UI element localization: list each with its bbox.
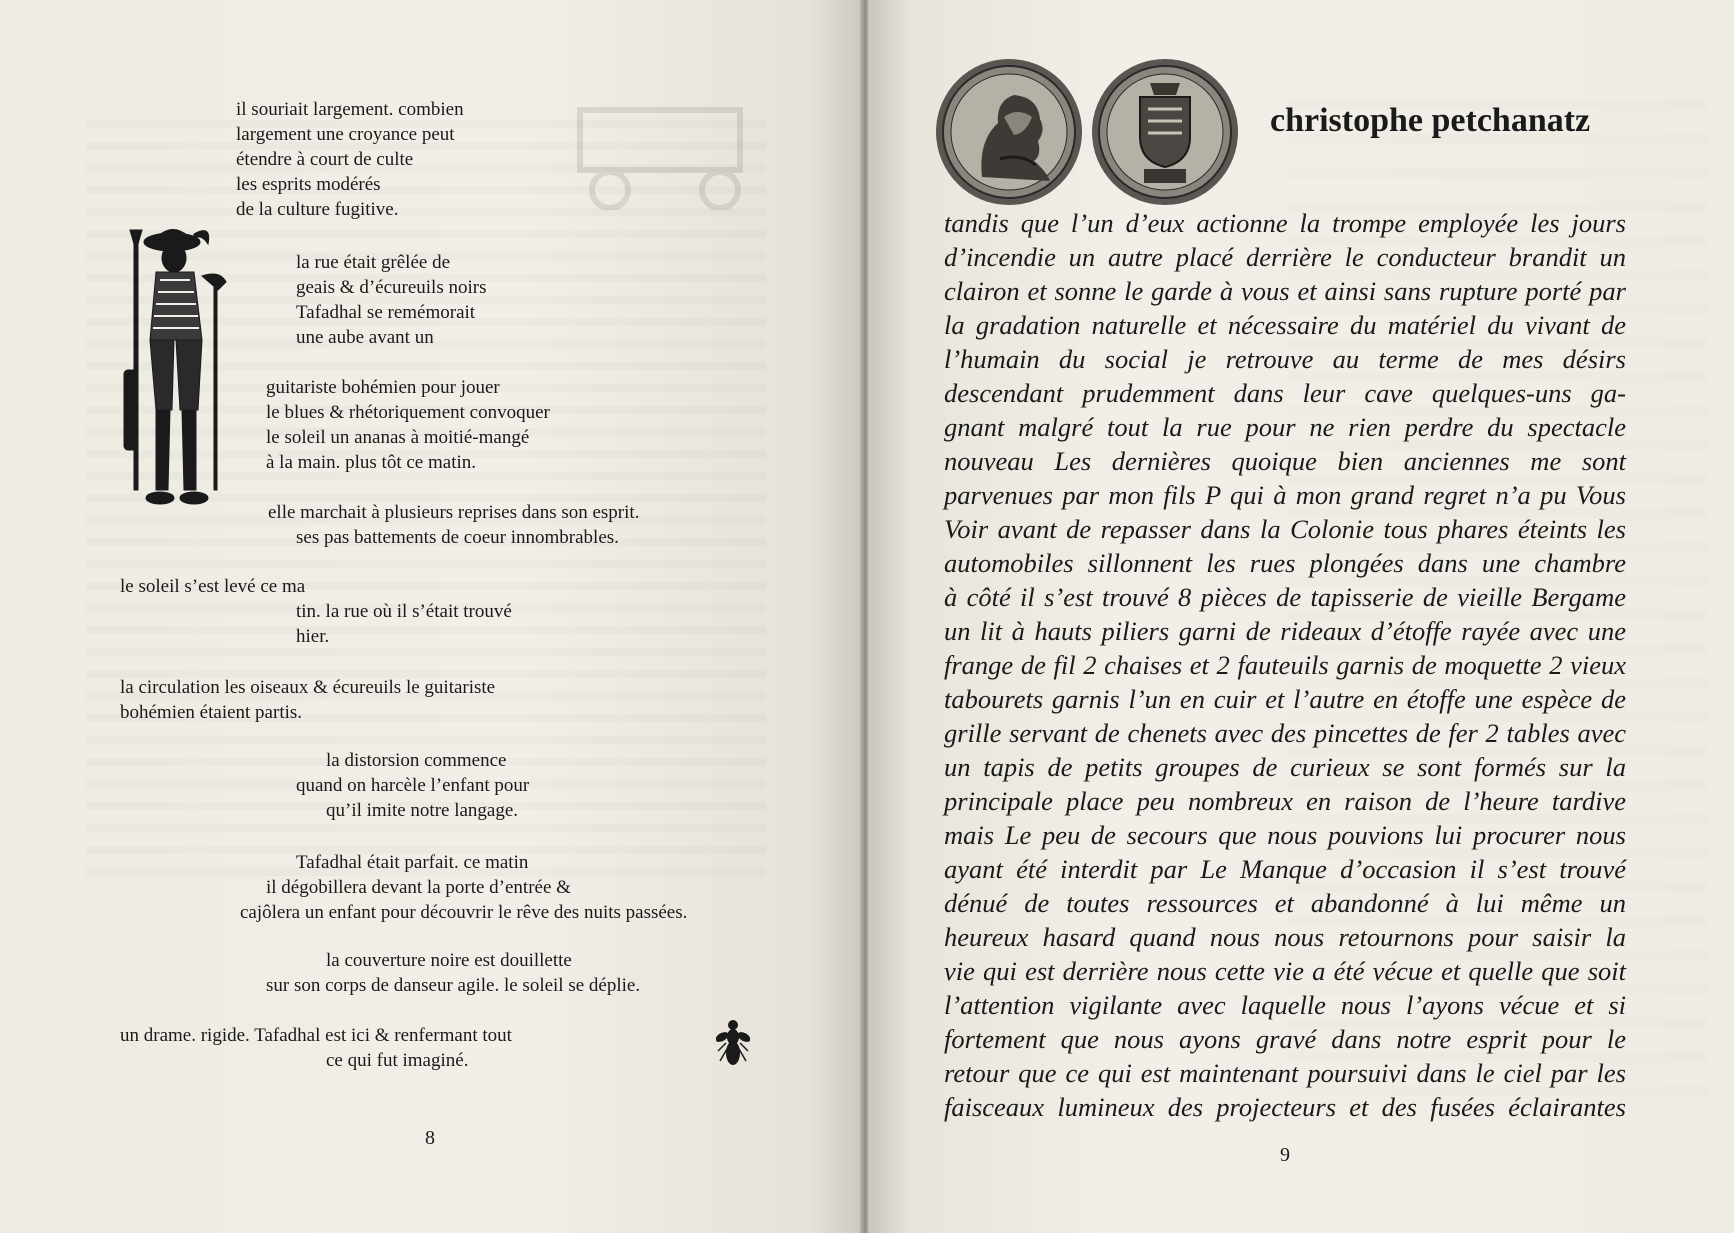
coin-coat-of-arms-icon <box>1090 57 1240 207</box>
poem-line: sur son corps de danseur agile. le soleil se déplie. <box>266 975 641 996</box>
poem-line: une aube avant un <box>296 327 434 348</box>
prose-line: tandis que l’un d’eux actionne la trompe employée les jours <box>944 208 1626 238</box>
poem-line: un drame. rigide. Tafadhal est ici & renfermant tout <box>120 1025 512 1046</box>
poem-line: la distorsion commence <box>326 750 507 771</box>
poem-line: quand on harcèle l’enfant pour <box>296 775 530 796</box>
poem-line: la circulation les oiseaux & écureuils le guitariste <box>120 677 496 698</box>
prose-line: un tapis de petits groupes de curieux se sont formés sur la <box>944 752 1626 782</box>
prose-line: principale place peu nombreux en raison de l’heure tardive <box>944 786 1626 816</box>
author-name: christophe petchanatz <box>1270 102 1591 139</box>
poem-line: tin. la rue où il s’était trouvé <box>296 601 512 622</box>
poem-line: à la main. plus tôt ce matin. <box>266 452 477 473</box>
prose-line: heureux hasard quand nous nous retournons pour saisir la <box>944 922 1626 952</box>
prose-line: gnant malgré tout la rue pour ne rien perdre du spectacle <box>944 412 1626 442</box>
prose-line: dénué de toutes ressources et abandonné à lui même un <box>944 888 1626 918</box>
prose-line: faisceaux lumineux des projecteurs et des fusées éclairantes <box>944 1092 1626 1122</box>
coin-portrait-icon <box>934 57 1084 207</box>
poem-line: il dégobillera devant la porte d’entrée & <box>266 877 571 898</box>
fly-icon <box>716 1017 750 1067</box>
poem-line: les esprits modérés <box>236 174 381 195</box>
prose-line: clairon et sonne le garde à vous et ainsi sans rupture porté par <box>944 276 1626 306</box>
poem-line: Tafadhal était parfait. ce matin <box>296 852 529 873</box>
prose-line: tabourets garnis l’un en cuir et l’autre en étoffe une espèce de <box>944 684 1626 714</box>
prose-line: l’humain du social je retrouve au terme de mes désirs <box>944 344 1626 374</box>
poem-line: la couverture noire est douillette <box>326 950 572 971</box>
poem-line: ce qui fut imaginé. <box>326 1050 469 1071</box>
poem-line: de la culture fugitive. <box>236 199 399 220</box>
prose-line: un lit à hauts piliers garni de rideaux d’étoffe rayée avec une <box>944 616 1626 646</box>
poem-line: il souriait largement. combien <box>236 99 464 120</box>
poem-line: le soleil un ananas à moitié-mangé <box>266 427 530 448</box>
prose-line: ayant été interdit par Le Manque d’occasion il s’est trouvé <box>944 854 1626 884</box>
prose-line: automobiles sillonnent les rues plongées dans une chambre <box>944 548 1626 578</box>
prose-line: parvenues par mon fils P qui à mon grand regret n’a pu Vous <box>944 480 1626 510</box>
left-page <box>0 0 862 1233</box>
poem-line: elle marchait à plusieurs reprises dans son esprit. <box>268 502 640 523</box>
poem-line: bohémien étaient partis. <box>120 702 303 723</box>
poem-line: Tafadhal se remémorait <box>296 302 476 323</box>
poem-line: cajôlera un enfant pour découvrir le rêve des nuits passées. <box>240 902 688 923</box>
poem-line: étendre à court de culte <box>236 149 414 170</box>
prose-line: Voir avant de repasser dans la Colonie tous phares éteints les <box>944 514 1626 544</box>
prose-line: mais Le peu de secours que nous pouvions lui procurer nous <box>944 820 1626 850</box>
page-number-right: 9 <box>1280 1144 1290 1166</box>
poem-line: guitariste bohémien pour jouer <box>266 377 500 398</box>
poem-line: la rue était grêlée de <box>296 252 451 273</box>
prose-line: descendant prudemment dans leur cave quelques-uns ga- <box>944 378 1626 408</box>
prose-line: l’attention vigilante avec laquelle nous l’ayons vécue et si <box>944 990 1626 1020</box>
poem-line: geais & d’écureuils noirs <box>296 277 487 298</box>
page-number: 8 <box>425 1127 435 1149</box>
poem-line: hier. <box>296 626 330 647</box>
poem-line: qu’il imite notre langage. <box>326 800 519 821</box>
prose-line: à côté il s’est trouvé 8 pièces de tapisserie de vieille Bergame <box>944 582 1626 612</box>
prose-line: frange de fil 2 chaises et 2 fauteuils garnis de moquette 2 vieux <box>944 650 1626 680</box>
prose-line: d’incendie un autre placé derrière le conducteur brandit un <box>944 242 1626 272</box>
prose-line: grille servant de chenets avec des pincettes de fer 2 tables avec <box>944 718 1626 748</box>
poem-line: le soleil s’est levé ce ma <box>120 576 306 597</box>
prose-line: vie qui est derrière nous cette vie a été vécue et quelle que soit <box>944 956 1626 986</box>
prose-line: fortement que nous ayons gravé dans notre esprit pour le <box>944 1024 1626 1054</box>
prose-block <box>944 206 1626 1124</box>
musketeer-engraving <box>116 220 244 512</box>
poem-line: le blues & rhétoriquement convoquer <box>266 402 550 423</box>
prose-line: la gradation naturelle et nécessaire du matériel du vivant de <box>944 310 1626 340</box>
prose-line: nouveau Les dernières quoique bien anciennes me sont <box>944 446 1626 476</box>
poem-line: ses pas battements de coeur innombrables. <box>296 527 619 548</box>
prose-line: retour que ce qui est maintenant poursuivi dans le ciel par les <box>944 1058 1626 1088</box>
poem-line: largement une croyance peut <box>236 124 455 145</box>
